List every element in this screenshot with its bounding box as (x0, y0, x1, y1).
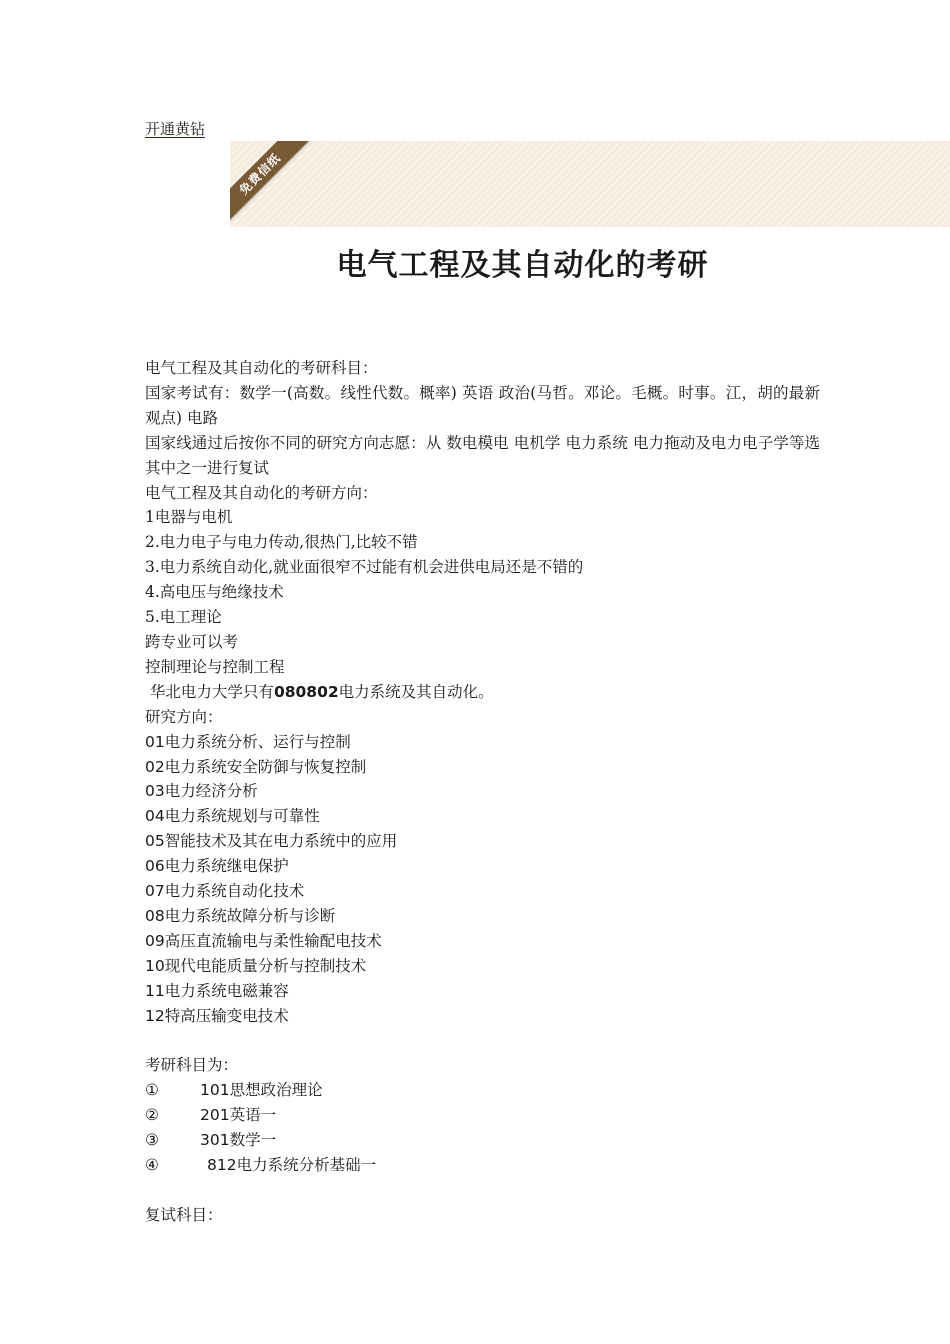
subject-code: 201 (200, 1106, 230, 1125)
retest-direction-note: 国家线通过后按你不同的研究方向志愿：从 数电模电 电机学 电力系统 电力拖动及电力电子学等选其中之一进行复试 (145, 433, 820, 477)
direction-number: 06 (145, 857, 165, 876)
document-title: 电气工程及其自动化的考研 (336, 248, 709, 283)
direction-text: 电力系统安全防御与恢复控制 (164, 757, 367, 776)
subject-marker: ④ (145, 1155, 159, 1174)
exam-subject-list (145, 1078, 820, 1178)
direction-text: 电力系统继电保护 (164, 857, 289, 876)
direction-number: 12 (145, 1006, 165, 1025)
direction-number: 08 (145, 906, 165, 925)
research-direction-item (145, 929, 820, 954)
direction-text: 电力系统规划与可靠性 (164, 807, 320, 826)
research-direction-item (145, 954, 820, 979)
retest-subjects-heading: 复试科目： (145, 1205, 223, 1224)
major-name: 电力系统及其自动化。 (338, 682, 494, 701)
research-direction-item (145, 755, 820, 780)
free-letter-ribbon (230, 141, 310, 224)
research-direction-list (145, 730, 820, 1029)
exam-subject-item (145, 1153, 820, 1178)
research-direction-item (145, 854, 820, 879)
direction-number: 11 (145, 981, 165, 1000)
research-direction-item (145, 904, 820, 929)
direction-text: 电力系统自动化技术 (164, 882, 305, 901)
direction-number: 02 (145, 757, 165, 776)
direction-item: 4.高电压与绝缘技术 (145, 583, 284, 602)
direction-text: 电力系统分析、运行与控制 (164, 732, 351, 751)
document-body (145, 356, 820, 1228)
subject-code: 101 (200, 1081, 230, 1100)
direction-item: 1电器与电机 (145, 508, 233, 527)
direction-text: 智能技术及其在电力系统中的应用 (164, 832, 398, 851)
direction-number: 03 (145, 782, 165, 801)
research-direction-item (145, 1004, 820, 1029)
subject-marker: ① (145, 1081, 159, 1100)
directions-heading: 电气工程及其自动化的考研方向： (145, 483, 378, 502)
ribbon-label: 免费信纸 (236, 150, 284, 198)
direction-text: 电力系统电磁兼容 (164, 981, 289, 1000)
direction-number: 09 (145, 931, 165, 950)
direction-text: 电力系统故障分析与诊断 (164, 906, 336, 925)
direction-number: 05 (145, 832, 165, 851)
subject-marker: ② (145, 1106, 159, 1125)
research-direction-item (145, 879, 820, 904)
subject-name: 思想政治理论 (229, 1081, 323, 1100)
letter-paper-banner (230, 141, 950, 227)
direction-text: 特高压输变电技术 (164, 1006, 289, 1025)
research-direction-item (145, 779, 820, 804)
research-direction-heading: 研究方向： (145, 707, 223, 726)
open-yellow-diamond-link[interactable]: 开通黄钻 (145, 120, 206, 138)
direction-number: 10 (145, 956, 165, 975)
exam-subject-item (145, 1128, 820, 1153)
direction-text: 电力经济分析 (164, 782, 258, 801)
exam-subjects-heading: 考研科目为： (145, 1056, 239, 1075)
direction-item: 3.电力系统自动化,就业面很窄不过能有机会进供电局还是不错的 (145, 558, 584, 577)
direction-item: 2.电力电子与电力传动,很热门,比较不错 (145, 533, 418, 552)
major-code: 080802 (273, 682, 339, 701)
direction-number: 07 (145, 882, 165, 901)
direction-number: 01 (145, 732, 165, 751)
ncepu-major-line (145, 680, 820, 705)
subjects-heading: 电气工程及其自动化的考研科目： (145, 359, 378, 377)
subject-marker: ③ (145, 1131, 159, 1150)
direction-text: 高压直流输电与柔性输配电技术 (164, 931, 382, 950)
research-direction-item (145, 730, 820, 755)
subject-code: 301 (200, 1131, 230, 1150)
ncepu-text: 华北电力大学只有 (145, 682, 274, 701)
exam-subject-item (145, 1078, 820, 1103)
control-theory-line: 控制理论与控制工程 (145, 657, 285, 676)
national-exam-subjects: 国家考试有：数学一(高数。线性代数。概率) 英语 政治(马哲。邓论。毛概。时事。江，胡的最新观点) 电路 (145, 383, 820, 427)
cross-major-note: 跨专业可以考 (145, 632, 239, 651)
direction-number: 04 (145, 807, 165, 826)
research-direction-item (145, 804, 820, 829)
subject-name: 电力系统分析基础一 (236, 1155, 377, 1174)
subject-name: 数学一 (229, 1131, 277, 1150)
direction-item: 5.电工理论 (145, 608, 222, 627)
research-direction-item (145, 829, 820, 854)
research-direction-item (145, 979, 820, 1004)
subject-code: 812 (207, 1155, 237, 1174)
exam-subject-item (145, 1103, 820, 1128)
subject-name: 英语一 (229, 1106, 277, 1125)
direction-text: 现代电能质量分析与控制技术 (164, 956, 367, 975)
